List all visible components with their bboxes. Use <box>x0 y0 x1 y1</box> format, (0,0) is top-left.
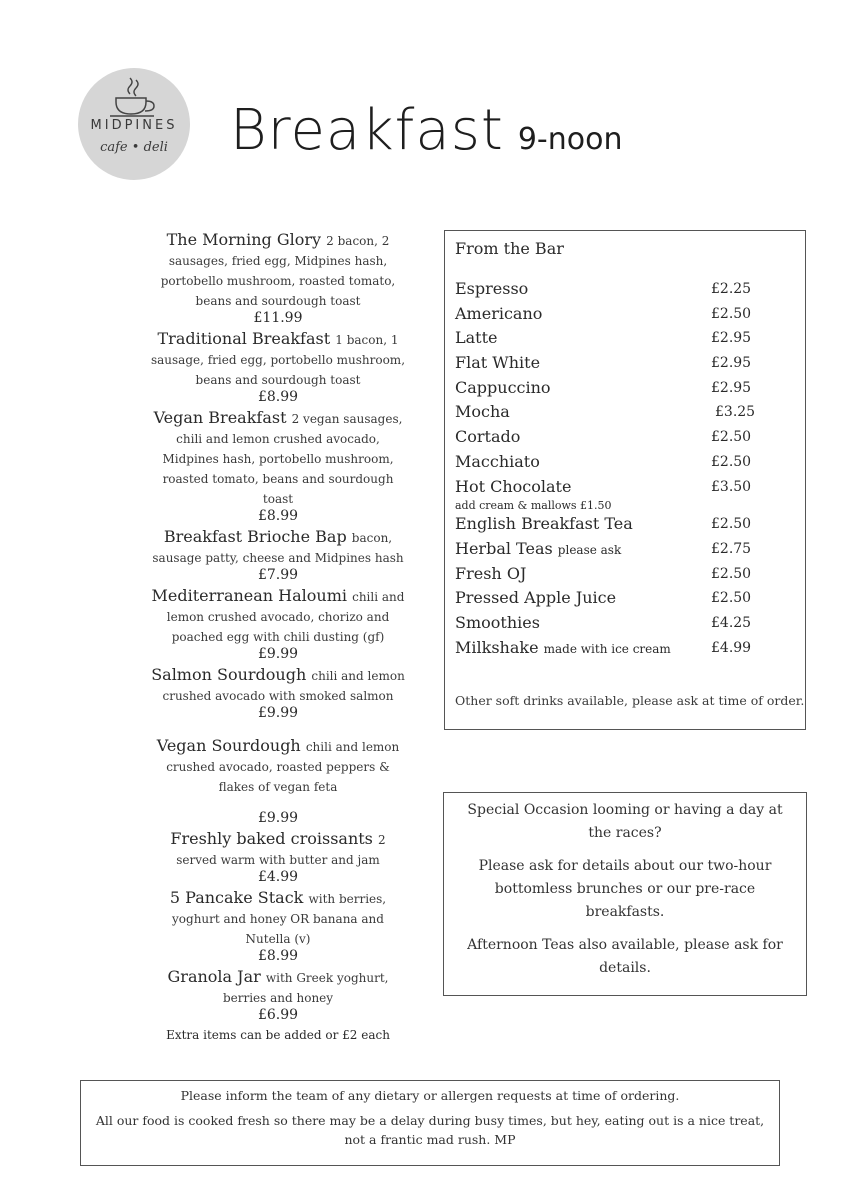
menu-item-name: Breakfast Brioche Bap <box>163 527 347 546</box>
menu-item-name: Salmon Sourdough <box>151 665 307 684</box>
drink-note: made with ice cream <box>543 641 671 656</box>
logo-brand: MIDPINES <box>90 118 178 133</box>
menu-item-price: £9.99 <box>257 810 299 826</box>
title-hours: 9-noon <box>517 122 623 157</box>
drink-row <box>455 477 795 502</box>
drink-row <box>455 452 795 477</box>
title-main: Breakfast <box>230 98 504 163</box>
drink-price: £3.25 <box>715 404 756 421</box>
menu-item <box>150 967 406 1024</box>
menu-item-price: £8.99 <box>257 508 299 524</box>
menu-item-price: £9.99 <box>257 646 299 662</box>
drink-price: £2.50 <box>711 590 752 607</box>
menu-item-description: bacon, sausage patty, cheese and Midpines hash <box>152 531 404 565</box>
drink-name: Fresh OJ <box>455 563 527 583</box>
menu-item-price: £7.99 <box>257 567 299 583</box>
drink-price: £2.50 <box>711 516 752 533</box>
drink-price: £2.95 <box>711 379 752 396</box>
drink-name: Espresso <box>455 279 529 298</box>
menu-item-description: 1 bacon, 1 sausage, fried egg, portobello mushroom, beans and sourdough toast <box>150 333 406 387</box>
menu-item-description: 2 bacon, 2 sausages, fried egg, Midpines hash, portobello mushroom, roasted tomato, beans and sourdough toast <box>160 234 396 308</box>
menu-item-price: £9.99 <box>257 705 299 721</box>
drink-row <box>455 328 795 353</box>
menu-item <box>150 230 406 327</box>
menu-item-description: with Greek yoghurt, berries and honey <box>222 971 389 1005</box>
drink-name: Latte <box>455 328 498 348</box>
footer-line-1: Please inform the team of any dietary or allergen requests at time of ordering. <box>180 1088 680 1103</box>
menu-item-price: £11.99 <box>253 310 303 326</box>
drink-row <box>455 588 795 613</box>
menu-item <box>150 829 406 886</box>
drink-row <box>455 514 795 539</box>
menu-item-name: Mediterranean Haloumi <box>151 586 348 605</box>
soft-drinks-note: Other soft drinks available, please ask at time of order. <box>455 693 805 708</box>
drink-row <box>455 427 795 452</box>
menu-item <box>150 329 406 406</box>
footer-line-2: All our food is cooked fresh so there may be a delay during busy times, but hey, eating out is a nice treat, not a frantic mad rush. MP <box>95 1113 765 1147</box>
special-occasion-box <box>443 792 807 996</box>
drink-price: £2.95 <box>711 330 752 347</box>
menu-item-description: with berries, yoghurt and honey OR banana and Nutella (v) <box>172 892 387 946</box>
menu-item-price: £4.99 <box>257 869 299 885</box>
drink-price: £2.50 <box>711 429 752 446</box>
drink-row <box>455 402 795 427</box>
menu-item <box>150 665 406 722</box>
drink-row <box>455 613 795 638</box>
menu-item <box>150 888 406 965</box>
drink-price: £4.25 <box>711 614 752 631</box>
drink-row <box>455 638 795 663</box>
special-line-2: Please ask for details about our two-hour bottomless brunches or our pre-race breakfasts. <box>478 858 772 920</box>
drink-name: English Breakfast Tea <box>455 514 633 534</box>
drink-name: Mocha <box>455 402 510 422</box>
drink-price: £2.50 <box>711 453 752 470</box>
page-title <box>230 98 622 163</box>
menu-item-price: £6.99 <box>257 1007 299 1023</box>
drink-name: Hot Chocolate <box>455 476 572 496</box>
menu-item-name: Vegan Sourdough <box>156 736 301 755</box>
drink-name: Cortado <box>455 427 521 447</box>
footer-note <box>80 1080 780 1166</box>
special-line-1: Special Occasion looming or having a day at the races? <box>467 802 783 841</box>
drink-price: £2.50 <box>711 565 752 582</box>
drink-row <box>455 304 795 329</box>
special-line-3: Afternoon Teas also available, please ask for details. <box>467 937 783 976</box>
menu-item-description: chili and lemon crushed avocado, chorizo and poached egg with chili dusting (gf) <box>166 590 405 644</box>
menu-item-name: Traditional Breakfast <box>157 329 331 348</box>
drink-price: £3.50 <box>711 478 752 495</box>
drink-name: Flat White <box>455 353 541 373</box>
menu-item-price: £8.99 <box>257 948 299 964</box>
menu-item-name: Vegan Breakfast <box>153 408 287 427</box>
drink-name: Cappuccino <box>455 377 551 397</box>
menu-item-description: 2 served warm with butter and jam <box>176 833 386 867</box>
menu-item-name: 5 Pancake Stack <box>169 888 304 907</box>
drink-name: Herbal Teas <box>455 538 553 558</box>
drink-price: £2.25 <box>711 281 752 297</box>
drinks-box <box>444 230 806 730</box>
drink-row <box>455 353 795 378</box>
drink-row <box>455 279 795 304</box>
hot-chocolate-addon: add cream & mallows £1.50 <box>455 499 612 513</box>
menu-item-name: The Morning Glory <box>166 230 322 249</box>
logo <box>78 68 190 180</box>
drink-price: £2.75 <box>711 540 752 557</box>
drink-price: £2.50 <box>711 305 752 322</box>
menu-item <box>150 586 406 663</box>
drinks-list <box>455 279 795 662</box>
drinks-heading: From the Bar <box>455 239 564 258</box>
menu-item-name: Granola Jar <box>167 967 261 986</box>
menu-item <box>150 736 406 827</box>
menu-item-description: chili and lemon crushed avocado, roasted peppers & flakes of vegan feta <box>166 740 400 794</box>
drink-price: £4.99 <box>711 639 752 656</box>
coffee-cup-icon <box>106 76 162 118</box>
menu-item-price: £8.99 <box>257 389 299 405</box>
drink-name: Pressed Apple Juice <box>455 588 617 608</box>
drink-note: please ask <box>557 542 622 557</box>
menu-item <box>150 408 406 525</box>
drink-name: Macchiato <box>455 451 540 471</box>
food-menu <box>150 230 406 1044</box>
menu-item <box>150 527 406 584</box>
drink-row <box>455 378 795 403</box>
drink-name: Smoothies <box>455 612 540 632</box>
menu-item-description: 2 vegan sausages, chili and lemon crushed avocado, Midpines hash, portobello mushroom, roasted tomato, beans and sourdough toast <box>162 412 403 506</box>
drink-row <box>455 539 795 564</box>
drink-name: Americano <box>455 303 543 323</box>
menu-item-description: chili and lemon crushed avocado with smoked salmon <box>162 669 405 703</box>
drink-price: £2.95 <box>711 355 752 372</box>
drink-name: Milkshake <box>455 637 539 657</box>
menu-item-name: Freshly baked croissants <box>170 829 373 848</box>
drink-row <box>455 564 795 589</box>
extra-items-note: Extra items can be added or £2 each <box>166 1028 390 1042</box>
logo-subtitle: cafe • deli <box>100 140 168 155</box>
